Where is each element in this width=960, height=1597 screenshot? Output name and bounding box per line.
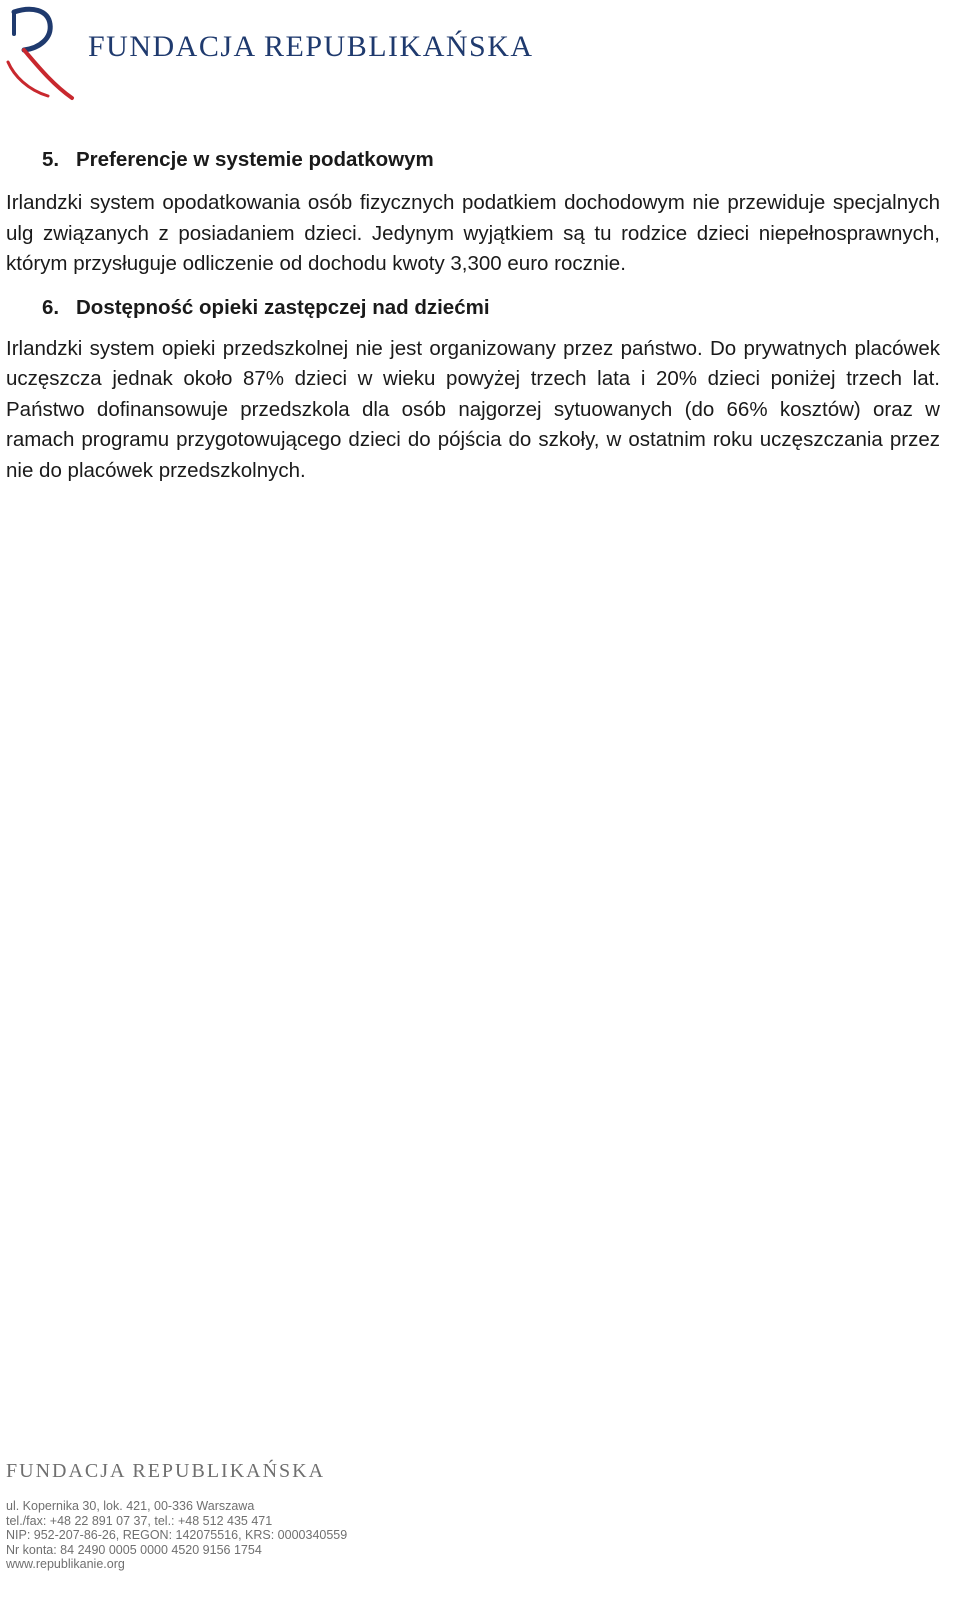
section-paragraph: Irlandzki system opodatkowania osób fizycznych podatkiem dochodowym nie przewiduje specjalnych ulg związanych z posiadaniem dzieci. Jedynym wyjątkiem są tu rodzice dzieci niepełnosprawnych, którym przysługuje odliczenie od dochodu kwoty 3,300 euro rocznie. xyxy=(6,191,940,275)
section-number: 5. xyxy=(42,148,60,171)
section-heading xyxy=(42,294,940,322)
section-title: Dostępność opieki zastępczej nad dziećmi xyxy=(76,295,490,319)
foundation-logo-icon xyxy=(2,4,82,104)
section-paragraph: Irlandzki system opieki przedszkolnej nie jest organizowany przez państwo. Do prywatnych placówek uczęszcza jednak około 87% dzieci w wieku powyżej trzech lata i 20% dzieci poniżej trzech lat. Państwo dofinansowuje przedszkola dla osób najgorzej sytuowanych (do 66% kosztów) oraz w ramach programu przygotowującego dzieci do pójścia do szkoły, w ostatnim roku uczęszczania przez nie do placówek przedszkolnych. xyxy=(6,336,940,482)
section-title: Preferencje w systemie podatkowym xyxy=(76,148,434,171)
header-org-name: FUNDACJA REPUBLIKAŃSKA xyxy=(88,30,534,63)
page-footer xyxy=(6,1460,906,1572)
footer-website: www.republikanie.org xyxy=(6,1557,125,1571)
page-header xyxy=(0,0,960,110)
document-body xyxy=(6,146,940,486)
section-number: 6. xyxy=(42,295,60,319)
footer-address: ul. Kopernika 30, lok. 421, 00-336 Warszawa xyxy=(6,1499,255,1513)
footer-ids: NIP: 952-207-86-26, REGON: 142075516, KRS: 0000340559 xyxy=(6,1528,348,1542)
footer-phone: tel./fax: +48 22 891 07 37, tel.: +48 512 435 471 xyxy=(6,1513,273,1528)
footer-org-name: FUNDACJA REPUBLIKAŃSKA xyxy=(6,1460,326,1482)
footer-account: Nr konta: 84 2490 0005 0000 4520 9156 1754 xyxy=(6,1542,262,1557)
section-heading xyxy=(42,146,940,174)
